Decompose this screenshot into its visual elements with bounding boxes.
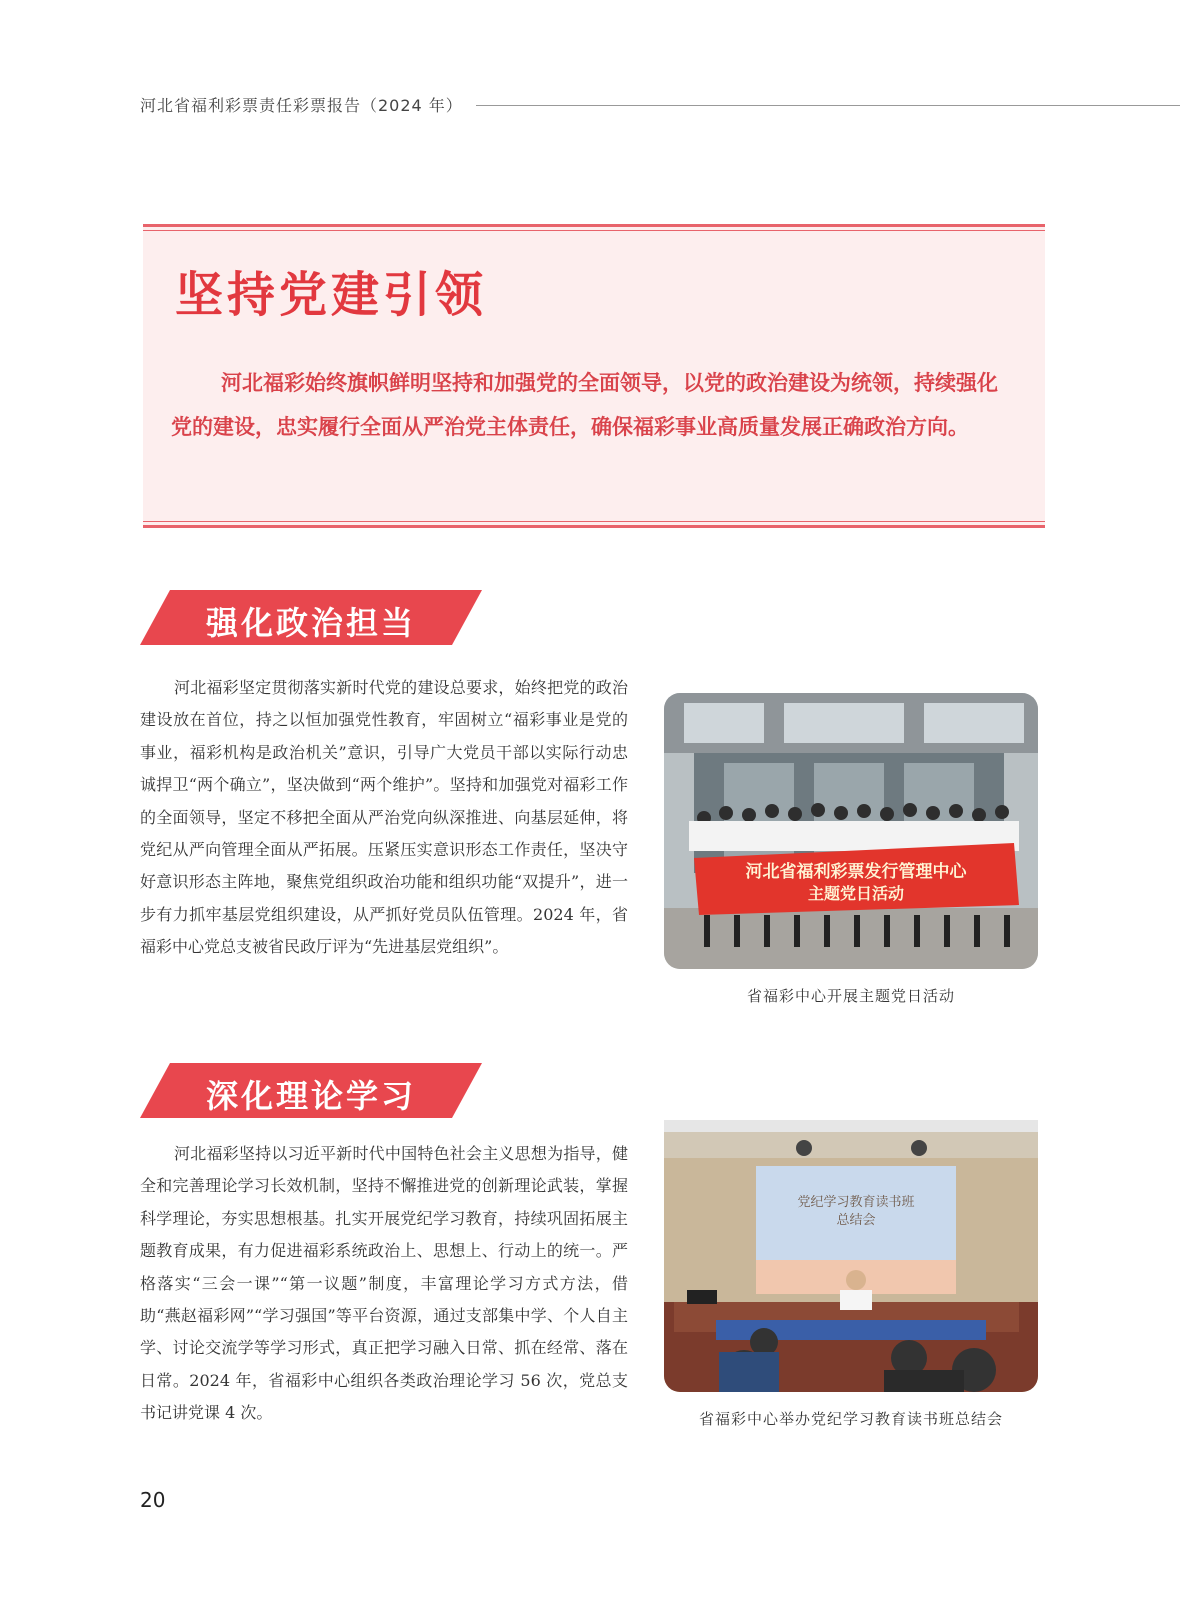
photo-banner-line-2: 主题党日活动 [807, 884, 905, 903]
photo-caption-1: 省福彩中心开展主题党日活动 [746, 987, 955, 1005]
lead-box [143, 224, 1045, 528]
group-photo-illustration [664, 693, 1038, 969]
meeting-photo-illustration [664, 1120, 1038, 1392]
section-paragraph-2: 河北福彩坚持以习近平新时代中国特色社会主义思想为指导，健全和完善理论学习长效机制，坚持不懈推进党的创新理论武装，掌握科学理论，夯实思想根基。扎实开展党纪学习教育，持续巩固拓展主题教育成果，有力促进福彩系统政治上、思想上、行动上的统一。严格落实“三会一课”“第一议题”制度，丰富理论学习方式方法，借助“燕赵福彩网”“学习强国”等平台资源，通过支部集中学、个人自主学、讨论交流学等学习形式，真正把学习融入日常、抓在经常、落在日常。2024 年，省福彩中心组织各类政治理论学习 56 次，党总支书记讲党课 4 次。 [140, 1144, 628, 1423]
lead-paragraph: 河北福彩始终旗帜鲜明坚持和加强党的全面领导，以党的政治建设为统领，持续强化党的建设，忠实履行全面从严治党主体责任，确保福彩事业高质量发展正确政治方向。 [171, 371, 998, 439]
bottom-rule-thin [143, 521, 1045, 522]
page-number: 20 [140, 1488, 166, 1512]
section-heading-2: 深化理论学习 [206, 1077, 417, 1115]
party-day-photo [664, 693, 1038, 969]
report-header-title: 河北省福利彩票责任彩票报告（2024 年） [140, 96, 463, 115]
section-paragraph-1: 河北福彩坚定贯彻落实新时代党的建设总要求，始终把党的政治建设放在首位，持之以恒加强党性教育，牢固树立“福彩事业是党的事业，福彩机构是政治机关”意识，引导广大党员干部以实际行动忠诚捍卫“两个确立”，坚决做到“两个维护”。坚持和加强党对福彩工作的全面领导，坚定不移把全面从严治党向纵深推进、向基层延伸，将党纪从严向管理全面从严拓展。压紧压实意识形态工作责任，坚决守好意识形态主阵地，聚焦党组织政治功能和组织功能“双提升”，进一步有力抓牢基层党组织建设，从严抓好党员队伍管理。2024 年，省福彩中心党总支被省民政厅评为“先进基层党组织”。 [140, 678, 628, 957]
top-rule [143, 224, 1045, 227]
section-heading-1: 强化政治担当 [206, 604, 417, 642]
top-rule-thin [143, 230, 1045, 231]
section-heading-banner-2 [140, 1063, 482, 1118]
screen-title-line-1: 党纪学习教育读书班 [797, 1195, 915, 1210]
lead-title: 坚持党建引领 [175, 267, 488, 323]
photo-caption-2: 省福彩中心举办党纪学习教育读书班总结会 [698, 1410, 1003, 1428]
photo-banner-line-1: 河北省福利彩票发行管理中心 [745, 862, 967, 882]
section-heading-banner-1 [140, 590, 482, 645]
screen-title-line-2: 总结会 [836, 1213, 876, 1228]
header-divider [476, 105, 1180, 106]
study-meeting-photo [664, 1120, 1038, 1392]
bottom-rule [143, 525, 1045, 528]
